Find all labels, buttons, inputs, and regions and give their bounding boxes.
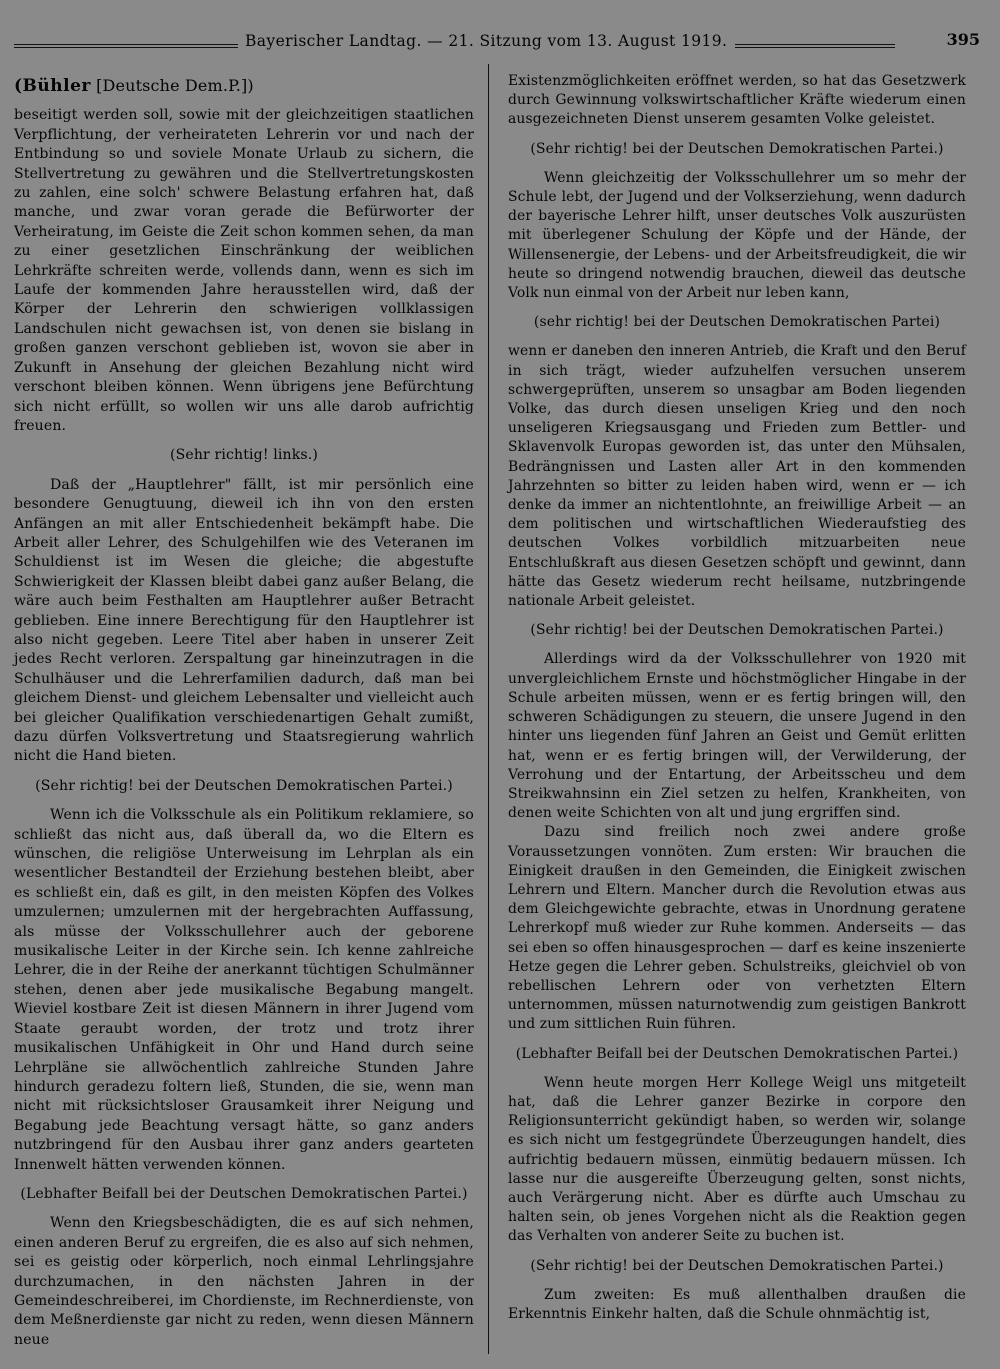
reaction-note: (Sehr richtig! bei der Deutschen Demokratischen Partei.) <box>530 622 944 639</box>
paragraph: Wenn den Kriegsbeschädigten, die es auf sich nehmen, einen anderen Beruf zu ergreifen, die es also auf sich nehmen, sei es geistig oder körperlich, noch einmal Lehrlingsjahre durchzumachen, in den nächsten Jahren in der Gemeindeschreiberei, im Chordienste, im Rechnerdienste, von dem Meßnerdienste gar nicht zu reden, wenn diesen Männern neue <box>14 1215 474 1348</box>
paragraph: Allerdings wird da der Volksschullehrer von 1920 mit unvergleichlichem Ernste und höchstmöglicher Hingabe in der Schule arbeiten müssen, wenn er es fertig bringen will, den schweren Schädigungen zu steuern, die unsere Jugend in den hinter uns liegenden fünf Jahren an Geist und Gemüt erlitten hat, wenn er es fertig bringen will, der Verwilderung, der Verrohung und der Entartung, der Arbeitsscheu und dem Streikwahnsinn ein Ziel setzen zu helfen, Krankheiten, von denen weite Schichten von alt und jung ergriffen sind. <box>508 651 966 822</box>
paragraph: Wenn ich die Volksschule als ein Politikum reklamiere, so schließt das nicht aus, daß überall da, wo die Eltern es wünschen, die religiöse Unterweisung im Lehrplan als ein wesentlicher Bestandteil der Erziehung bestehen bleibt, aber es schließt ein, daß es gilt, in den meisten Köpfen des Volkes umzulernen; umzulernen mit der hergebrachten Auffassung, als müsse der Volksschullehrer auch der geborene musikalische Leiter in der Kirche sein. Ich kenne zahlreiche Lehrer, die in der Reihe der anerkannt tüchtigen Schulmänner stehen, denen aber jede musikalische Begabung mangelt. Wieviel kostbare Zeit ist diesen Männern in ihrer Jugend vom Staate geraubt worden, der trotz und trotz ihrer musikalischen Unfähigkeit in Ohr und Hand durch seine Lehrpläne sie allwöchentlich zahlreiche Stunden Jahre hindurch geradezu foltern ließ, Stunden, die sie, wenn man nicht mit rücksichtsloser Grausamkeit ihrer Neigung und Begabung jede Beachtung versagt hätte, so ganz anders nutzbringend für den Ausbau ihrer ganz anders gearteten Innenwelt hätten verwenden können. <box>14 807 474 1173</box>
column-divider <box>488 64 489 1354</box>
paragraph: Wenn gleichzeitig der Volksschullehrer um so mehr der Schule lebt, der Jugend und der Volkserziehung, wenn dadurch der bayerische Lehrer hilft, unser deutsches Volk auszurüsten mit überlegener Schulung der Köpfe und der Hände, der Willensenergie, der Lebens- und der Arbeitsfreudigkeit, die wir heute so dringend notwendig brauchen, dieweil das deutsche Volk nun einmal von der Arbeit nur leben kann, <box>508 169 966 302</box>
speaker-party: [Deutsche Dem.P.]) <box>96 76 254 95</box>
paragraph: Daß der „Hauptlehrer" fällt, ist mir persönlich eine besondere Genugtuung, dieweil ich ihn von den ersten Anfängen an mit aller Entschiedenheit bekämpft habe. Die Arbeit aller Lehrer, des Schulgehilfen wie des Veteranen im Schuldienst ist im Wesen die gleiche; die abgestufte Schwierigkeit der Klassen bleibt dabei ganz außer Belang, die wäre auch beim Festhalten am Hauptlehrer außer Betracht geblieben. Eine innere Berechtigung für den Hauptlehrer ist also nicht gegeben. Leere Titel aber haben in unserer Zeit jedes Recht verloren. Zerspaltung gar hineinzutragen in die Schulhäuser und die Lehrerfamilien dadurch, daß man bei gleichem Dienst- und gleichem Lebensalter und vielleicht auch bei gleicher Qualifikation verschiedenartigen Gehalt zumißt, dazu dürfen Volksvertretung und Staatsregierung wahrlich nicht die Hand bieten. <box>14 476 474 765</box>
header-rule-right <box>735 44 895 48</box>
paragraph: Existenzmöglichkeiten eröffnet werden, so hat das Gesetzwerk durch Gewinnung volkswirtschaftlicher Kräfte wiederum einen ausgezeichneten Dienst unserem gesamten Volke geleistet. <box>508 73 966 128</box>
paragraph: Zum zweiten: Es muß allenthalben draußen die Erkenntnis Einkehr halten, daß die Schule ohnmächtig ist, <box>508 1286 966 1322</box>
reaction-note: (Sehr richtig! links.) <box>169 447 318 464</box>
page-number: 395 <box>946 30 980 49</box>
reaction-note: (Sehr richtig! bei der Deutschen Demokratischen Partei.) <box>530 140 944 157</box>
page-header <box>0 30 1000 56</box>
speaker-name: (Bühler <box>14 76 91 96</box>
reaction-note: (Lebhafter Beifall bei der Deutschen Demokratischen Partei.) <box>515 1045 959 1062</box>
paragraph: Wenn heute morgen Herr Kollege Weigl uns mitgeteilt hat, daß die Lehrer ganzer Bezirke in corpore den Religionsunterricht gekündigt haben, so werden wir, solange es sich nicht um festgegründete Überzeugungen handelt, dies aufrichtig bedauern müssen, einmütig bedauern müssen. Ich lasse nur die ausgereifte Überzeugung gelten, sonst nichts, auch Verärgerung nicht. Aber es dürfte auch Umschau zu halten sein, ob jenes Vorgehen nicht als die Reaktion gegen das Verhalten von anderer Seite zu buchen ist. <box>508 1074 966 1245</box>
paragraph: wenn er daneben den inneren Antrieb, die Kraft und den Beruf in sich trägt, wieder aufzuhelfen versuchen unserem schwergeprüften, unserem so unsagbar am Boden liegenden Volke, das durch diesen unseligen Krieg und den noch unseligeren Kriegsausgang und Frieden zum Bettler- und Sklavenvolk Europas geworden ist, das unter den Mühsalen, Bedrängnissen und Lasten aller Art in den kommenden Jahrzehnten so bitter zu leiden haben wird, wenn er — ich denke da immer an nichtentlohnte, an freiwillige Arbeit — an dem politischen und wirtschaftlichen Wiederaufstieg des deutschen Volkes vorbildlich mitzuarbeiten neue Entschlußkraft aus diesen Gesetzen schöpft und gewinnt, dann hätte das Gesetz wiederum recht heilsame, nutzbringende nationale Arbeit geleistet. <box>508 343 966 610</box>
right-column <box>508 72 966 1324</box>
paragraph: beseitigt werden soll, sowie mit der gleichzeitigen staatlichen Verpflichtung, der verheirateten Lehrerin vor und nach der Entbindung so und soviele Monate Urlaub zu sichern, die Stellvertretung zu gewähren und die Stellvertretungskosten zu zahlen, eine solch' schwere Belastung erfahren hat, daß manche, und zwar voran gerade die Befürworter der Verheiratung, im Geiste die Zeit schon kommen sehen, da man zu einer gesetzlichen Einschränkung der weiblichen Lehrkräfte schreiten werde, vollends dann, wenn es sich im Laufe der kommenden Jahre herausstellen wird, daß der Körper der Lehrerin den schwierigen vollklassigen Landschulen nicht gewachsen ist, von denen sie bislang in großen ganzen verschont geblieben ist, wovon sie aber in Zukunft in Ansehung der gleichen Bezahlung nicht wird verschont bleiben können. Wenn übrigens jene Befürchtung sich nicht erfüllt, so wollen wir uns alle darob aufrichtig freuen. <box>14 107 474 434</box>
header-rule-left <box>14 44 238 48</box>
reaction-note: (Sehr richtig! bei der Deutschen Demokratischen Partei.) <box>530 1257 944 1274</box>
reaction-note: (sehr richtig! bei der Deutschen Demokratischen Partei) <box>533 314 941 331</box>
left-column <box>14 76 474 1350</box>
reaction-note: (Lebhafter Beifall bei der Deutschen Demokratischen Partei.) <box>20 1185 468 1202</box>
running-head: Bayerischer Landtag. — 21. Sitzung vom 13. August 1919. <box>245 32 728 50</box>
reaction-note: (Sehr richtig! bei der Deutschen Demokratischen Partei.) <box>35 777 453 794</box>
speaker-attribution <box>14 76 474 96</box>
paragraph: Dazu sind freilich noch zwei andere große Voraussetzungen vonnöten. Zum ersten: Wir brauchen die Einigkeit draußen in den Gemeinden, die Einigkeit zwischen Lehrern und Eltern. Mancher durch die Revolution etwas aus dem Gleichgewichte gebrachte, etwas in Unordnung geratene Lehrerkopf muß wieder zur Ruhe kommen. Anderseits — das sei eben so offen hinausgesprochen — darf es keine inszenierte Hetze gegen die Lehrer geben. Schulstreiks, gleichviel ob von rebellischen Lehrern oder von verhetzten Eltern unternommen, müssen naturnotwendig zum geistigen Bankrott und zum sittlichen Ruin führen. <box>508 824 966 1033</box>
